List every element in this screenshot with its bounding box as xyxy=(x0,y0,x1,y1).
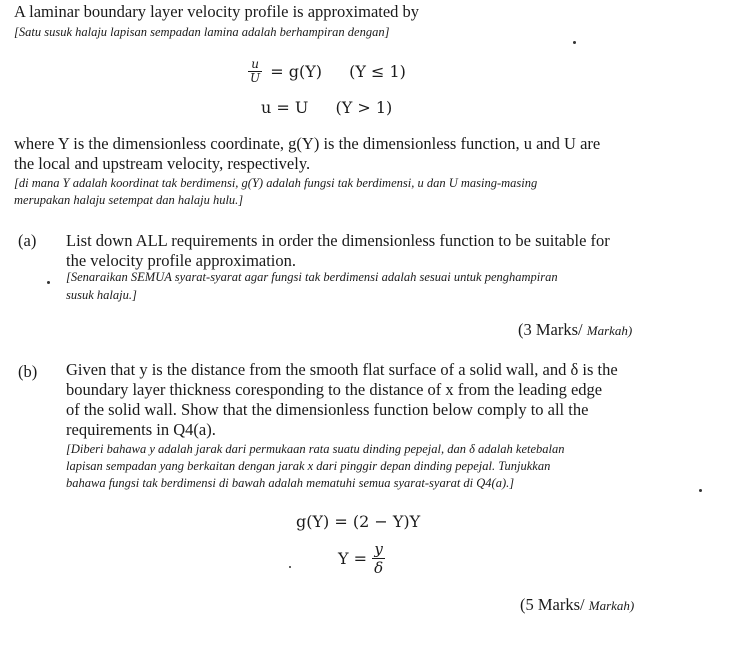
part-b-label: (b) xyxy=(18,362,38,381)
part-b-text xyxy=(66,360,618,440)
where-paragraph-translation xyxy=(14,175,537,209)
equation-lhs: Y = xyxy=(338,549,368,568)
fraction-y-over-delta xyxy=(372,540,385,577)
question-title-translation: [Satu susuk halaju lapisan sempadan lamina adalah berhampiran dengan] xyxy=(14,25,390,39)
where-paragraph xyxy=(14,134,600,174)
fraction-numerator: y xyxy=(372,540,385,559)
part-b-line-4: requirements in Q4(a). xyxy=(66,420,216,439)
where-line-2: the local and upstream velocity, respectively. xyxy=(14,154,311,173)
equation-dimensionless-function: g(Y) = (2 − Y)Y xyxy=(296,512,421,531)
fraction-denominator: δ xyxy=(374,559,384,577)
part-a-marks-label: (3 Marks/ xyxy=(518,320,583,339)
part-a-translation-line-1: [Senaraikan SEMUA syarat-syarat agar fungsi tak berdimensi adalah sesuai untuk penghampiran xyxy=(66,270,558,284)
part-b-line-2: boundary layer thickness coresponding to the distance of x from the leading edge xyxy=(66,380,603,399)
part-b-translation-line-2: lapisan sempadan yang berkaitan dengan jarak x dari pinggir depan dinding pepejal. Tunjukkan xyxy=(66,459,551,473)
equation-outer-velocity xyxy=(261,98,392,117)
fraction-u-over-U xyxy=(248,58,262,85)
scan-speck xyxy=(289,566,291,568)
part-b-marks-label: (5 Marks/ xyxy=(520,595,585,614)
scan-speck xyxy=(699,489,702,492)
part-a-marks-translation: Markah) xyxy=(586,323,633,338)
equation-dimensionless-coordinate xyxy=(338,540,388,577)
part-b-marks xyxy=(520,595,634,615)
part-a-line-2: the velocity profile approximation. xyxy=(66,251,297,270)
scan-speck xyxy=(47,281,50,284)
part-a-label: (a) xyxy=(18,231,37,250)
part-a-marks xyxy=(518,320,632,340)
equation-condition: (Y ≤ 1) xyxy=(349,62,406,81)
where-translation-line-1: [di mana Y adalah koordinat tak berdimensi, g(Y) adalah fungsi tak berdimensi, u dan U masing-masing xyxy=(14,176,538,190)
fraction-denominator: U xyxy=(250,71,261,85)
part-b-translation xyxy=(66,441,564,492)
part-b-line-3: of the solid wall. Show that the dimensionless function below comply to all the xyxy=(66,400,589,419)
part-a-translation xyxy=(66,268,558,304)
part-a-text xyxy=(66,231,610,271)
equation-condition: (Y > 1) xyxy=(335,98,393,117)
where-translation-line-2: merupakan halaju setempat dan halaju hulu.] xyxy=(14,193,244,207)
fraction-numerator: u xyxy=(248,58,262,72)
equation-velocity-profile xyxy=(248,58,406,85)
part-b-translation-line-3: bahawa fungsi tak berdimensi di bawah adalah mematuhi semua syarat-syarat di Q4(a).] xyxy=(66,476,515,490)
part-b-line-1: Given that y is the distance from the smooth flat surface of a solid wall, and δ is the xyxy=(66,360,618,379)
part-a-translation-line-2: susuk halaju.] xyxy=(66,288,137,302)
question-title: A laminar boundary layer velocity profile is approximated by xyxy=(14,2,420,21)
part-b-marks-translation: Markah) xyxy=(588,598,635,613)
where-line-1: where Y is the dimensionless coordinate, g(Y) is the dimensionless function, u and U are xyxy=(14,134,601,153)
part-a-line-1: List down ALL requirements in order the dimensionless function to be suitable for xyxy=(66,231,610,250)
equation-lhs: u = U xyxy=(261,98,309,117)
part-b-translation-line-1: [Diberi bahawa y adalah jarak dari permukaan rata suatu dinding pepejal, dan δ adalah ketebalan xyxy=(66,442,565,456)
scan-speck xyxy=(573,41,576,44)
equation-rhs: = g(Y) xyxy=(270,62,322,81)
